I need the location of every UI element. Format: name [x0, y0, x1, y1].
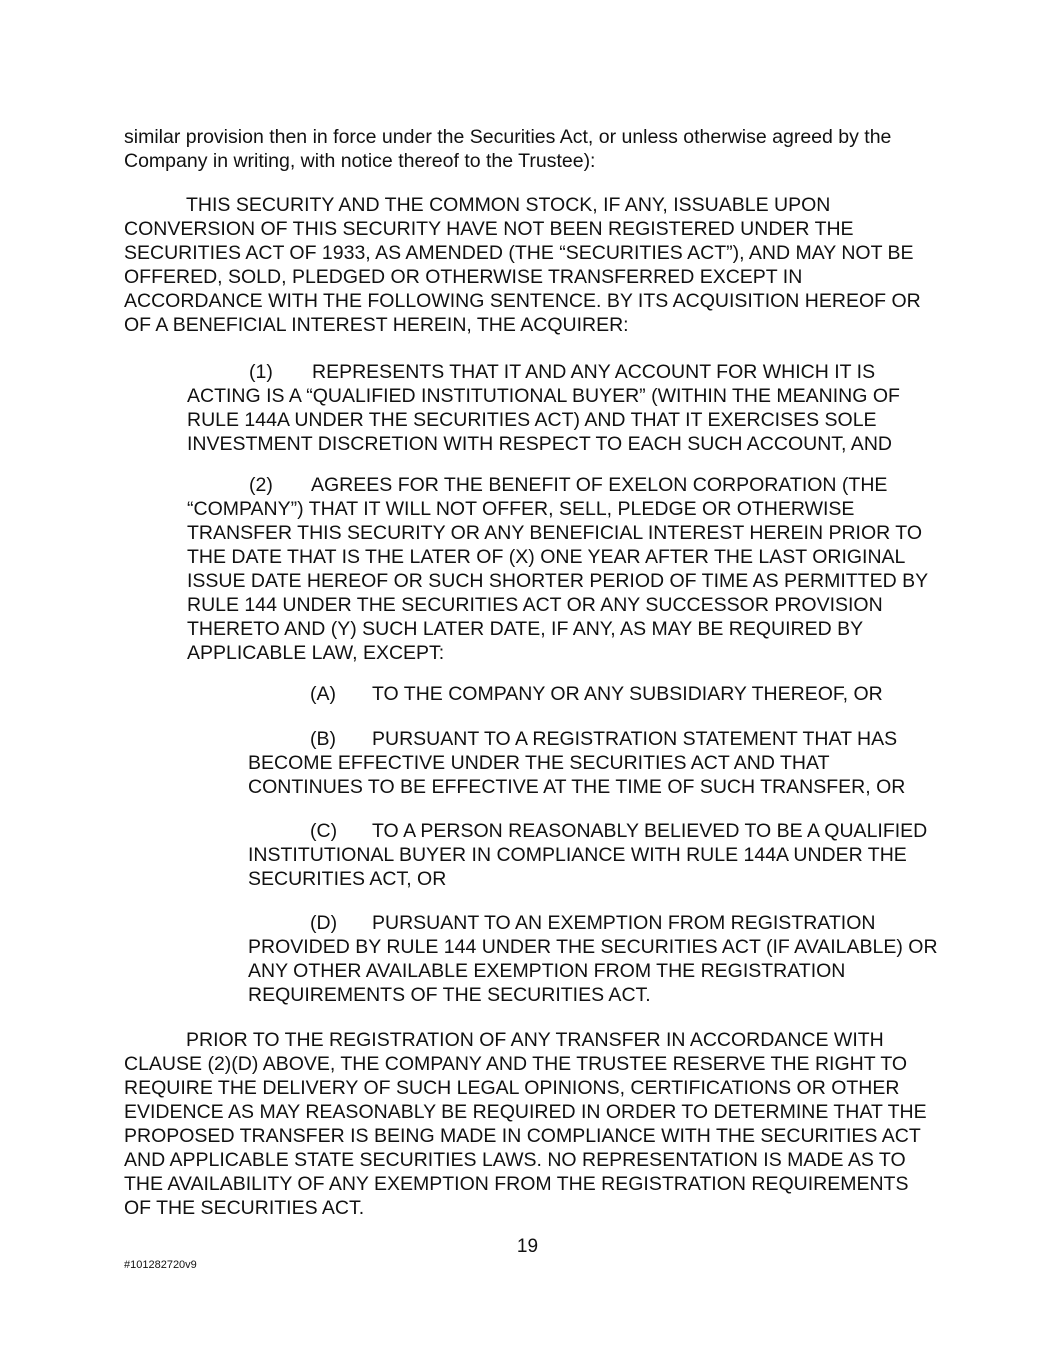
subclause-c-label: (C) [310, 820, 338, 842]
subclause-b-text: PURSUANT TO A REGISTRATION STATEMENT THAT HAS BECOME EFFECTIVE UNDER THE SECURITIES ACT AND THAT CONTINUES TO BE EFFECTIVE AT THE TIME OF SUCH TRANSFER, OR [248, 728, 906, 798]
final-paragraph: PRIOR TO THE REGISTRATION OF ANY TRANSFER IN ACCORDANCE WITH CLAUSE (2)(D) ABOVE, THE COMPANY AND THE TRUSTEE RESERVE THE RIGHT TO REQUIRE THE DELIVERY OF SUCH LEGAL OPINIONS, CERTIFICATIONS OR OTHER EVIDENCE AS MAY REASONABLY BE REQUIRED IN ORDER TO DETERMINE THAT THE PROPOSED TRANSFER IS BEING MADE IN COMPLIANCE WITH THE SECURITIES ACT AND APPLICABLE STATE SECURITIES LAWS. NO REPRESENTATION IS MADE AS TO THE AVAILABILITY OF ANY EXEMPTION FROM THE REGISTRATION REQUIREMENTS OF THE SECURITIES ACT. [124, 1029, 927, 1219]
clause-1-label: (1) [249, 361, 273, 383]
subclause-d-label: (D) [310, 912, 338, 934]
clause-2-text: AGREES FOR THE BENEFIT OF EXELON CORPORATION (THE “COMPANY”) THAT IT WILL NOT OFFER, SELL, PLEDGE OR OTHERWISE TRANSFER THIS SECURITY OR ANY BENEFICIAL INTEREST HEREIN PRIOR TO THE DATE THAT IS THE LATER OF (X) ONE YEAR AFTER THE LAST ORIGINAL ISSUE DATE HEREOF OR SUCH SHORTER PERIOD OF TIME AS PERMITTED BY RULE 144 UNDER THE SECURITIES ACT OR ANY SUCCESSOR PROVISION THERETO AND (Y) SUCH LATER DATE, IF ANY, AS MAY BE REQUIRED BY APPLICABLE LAW, EXCEPT: [187, 474, 928, 664]
legend-paragraph: THIS SECURITY AND THE COMMON STOCK, IF ANY, ISSUABLE UPON CONVERSION OF THIS SECURITY HAVE NOT BEEN REGISTERED UNDER THE SECURITIES ACT OF 1933, AS AMENDED (THE “SECURITIES ACT”), AND MAY NOT BE OFFERED, SOLD, PLEDGED OR OTHERWISE TRANSFERRED EXCEPT IN ACCORDANCE WITH THE FOLLOWING SENTENCE. BY ITS ACQUISITION HEREOF OR OF A BENEFICIAL INTEREST HEREIN, THE ACQUIRER: [124, 194, 921, 336]
subclause-a-label: (A) [310, 683, 336, 705]
document-id: #101282720v9 [124, 1259, 197, 1271]
subclause-b-label: (B) [310, 728, 336, 750]
subclause-c-text: TO A PERSON REASONABLY BELIEVED TO BE A QUALIFIED INSTITUTIONAL BUYER IN COMPLIANCE WITH RULE 144A UNDER THE SECURITIES ACT, OR [248, 820, 928, 890]
subclause-a [248, 682, 938, 706]
subclause-d-text: PURSUANT TO AN EXEMPTION FROM REGISTRATION PROVIDED BY RULE 144 UNDER THE SECURITIES ACT (IF AVAILABLE) OR ANY OTHER AVAILABLE EXEMPTION FROM THE REGISTRATION REQUIREMENTS OF THE SECURITIES ACT. [248, 912, 938, 1006]
clause-2-label: (2) [249, 474, 273, 496]
subclause-d [248, 911, 938, 1007]
subclause-a-text: TO THE COMPANY OR ANY SUBSIDIARY THEREOF, OR [372, 683, 883, 705]
subclause-b [248, 727, 938, 799]
clause-1 [187, 360, 937, 456]
subclause-c [248, 819, 938, 891]
clause-2 [187, 473, 937, 665]
page-number: 19 [516, 1236, 539, 1257]
clause-1-text: REPRESENTS THAT IT AND ANY ACCOUNT FOR WHICH IT IS ACTING IS A “QUALIFIED INSTITUTIONAL BUYER” (WITHIN THE MEANING OF RULE 144A UNDER THE SECURITIES ACT) AND THAT IT EXERCISES SOLE INVESTMENT DISCRETION WITH RESPECT TO EACH SUCH ACCOUNT, AND [187, 361, 900, 455]
intro-paragraph: similar provision then in force under the Securities Act, or unless otherwise agreed by the Company in writing, with notice thereof to the Trustee): [124, 126, 892, 172]
